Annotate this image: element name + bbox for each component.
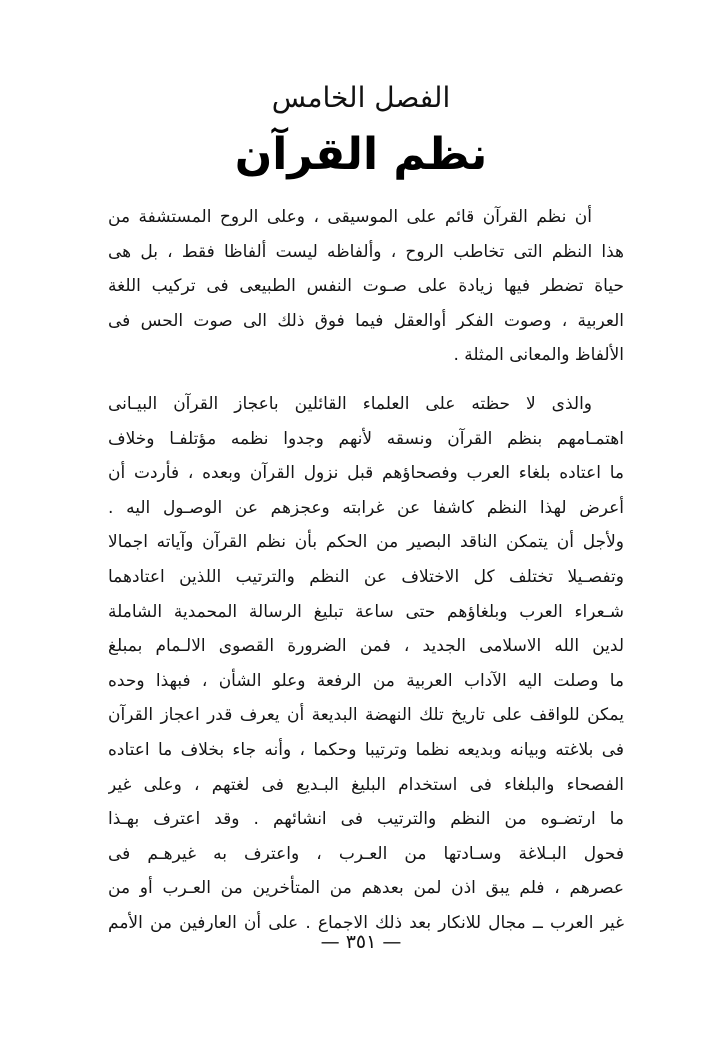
- page-number: — ٣٥١ —: [320, 931, 402, 953]
- text-line: الألفاظ والمعانى المثلة .: [453, 345, 624, 366]
- chapter-label: الفصل الخامس: [271, 81, 451, 114]
- text-line: حياة تضطر فيها زيادة على صـوت النفس الطبيعى فى تركيب اللغة: [108, 276, 624, 297]
- text-line: ما وصلت اليه الآداب العربية من الرفعة وعلو الشأن ، فبهذا وحده: [108, 670, 624, 691]
- text-line: الفصحاء والبلغاء فى استخدام البليغ البـديع فى لغتهم ، وعلى غير: [108, 774, 624, 795]
- body-text: [108, 200, 624, 940]
- text-line: ولأجل أن يتمكن الناقد البصير من الحكم بأن نظم القرآن وآياته اجمالا: [108, 532, 624, 553]
- text-line: فحول البـلاغة وسـادتها من العـرب ، واعترف به غيرهـم فى: [108, 843, 624, 864]
- text-line: عصرهم ، فلم يبق اذن لمن بعدهم من المتأخرين من العـرب أو من: [108, 878, 624, 899]
- text-line: هذا النظم التى تخاطب الروح ، وألفاظه ليست ألفاظا فقط ، بل هى: [108, 241, 624, 262]
- text-line: أعرض لهذا النظم كاشفا عن غرابته وعجزهم عن الوصـول اليه .: [108, 497, 624, 518]
- text-line: والذى لا حظته على العلماء القائلين باعجاز القرآن البيـانى: [108, 393, 592, 414]
- text-line: ما اعتاده بلغاء العرب وفصحاؤهم قبل نزول القرآن وبعده ، فأردت أن: [108, 463, 624, 484]
- text-line: وتفصـيلا تختلف كل الاختلاف عن النظم والترتيب اللذين اعتادهما: [108, 566, 624, 587]
- text-line: اهتمـامهم بنظم القرآن ونسقه لأنهم وجدوا نظمه مؤتلفـا وخلاف: [108, 428, 624, 449]
- text-line: أن نظم القرآن قائم على الموسيقى ، وعلى الروح المستشفة من: [108, 207, 592, 227]
- text-line: العربية ، وصوت الفكر أوالعقل فيما فوق ذلك الى صوت الحس فى: [108, 310, 624, 331]
- paragraph-1: [108, 200, 624, 373]
- text-line: غير العرب ــ مجال للانكار بعد ذلك الاجماع . على أن العارفين من الأمم: [108, 912, 624, 933]
- paragraph-2: [108, 387, 624, 941]
- text-line: لدين الله الاسلامى الجديد ، فمن الضرورة القصوى الالـمام بمبلغ: [108, 636, 624, 657]
- text-line: يمكن للواقف على تاريخ تلك النهضة البديعة أن يعرف قدر اعجاز القرآن: [108, 705, 624, 726]
- text-line: شـعراء العرب وبلغاؤهم حتى ساعة تبليغ الرسالة المحمدية الشاملة: [108, 601, 624, 622]
- text-line: ما ارتضـوه من النظم والترتيب فى انشائهم . وقد اعترف بهـذا: [108, 809, 624, 830]
- text-line: فى بلاغته وبيانه وبديعه نظما وترتيبا وحكما ، وأنه جاء بخلاف ما اعتاده: [108, 739, 624, 760]
- chapter-title: نظم القرآن: [234, 129, 488, 180]
